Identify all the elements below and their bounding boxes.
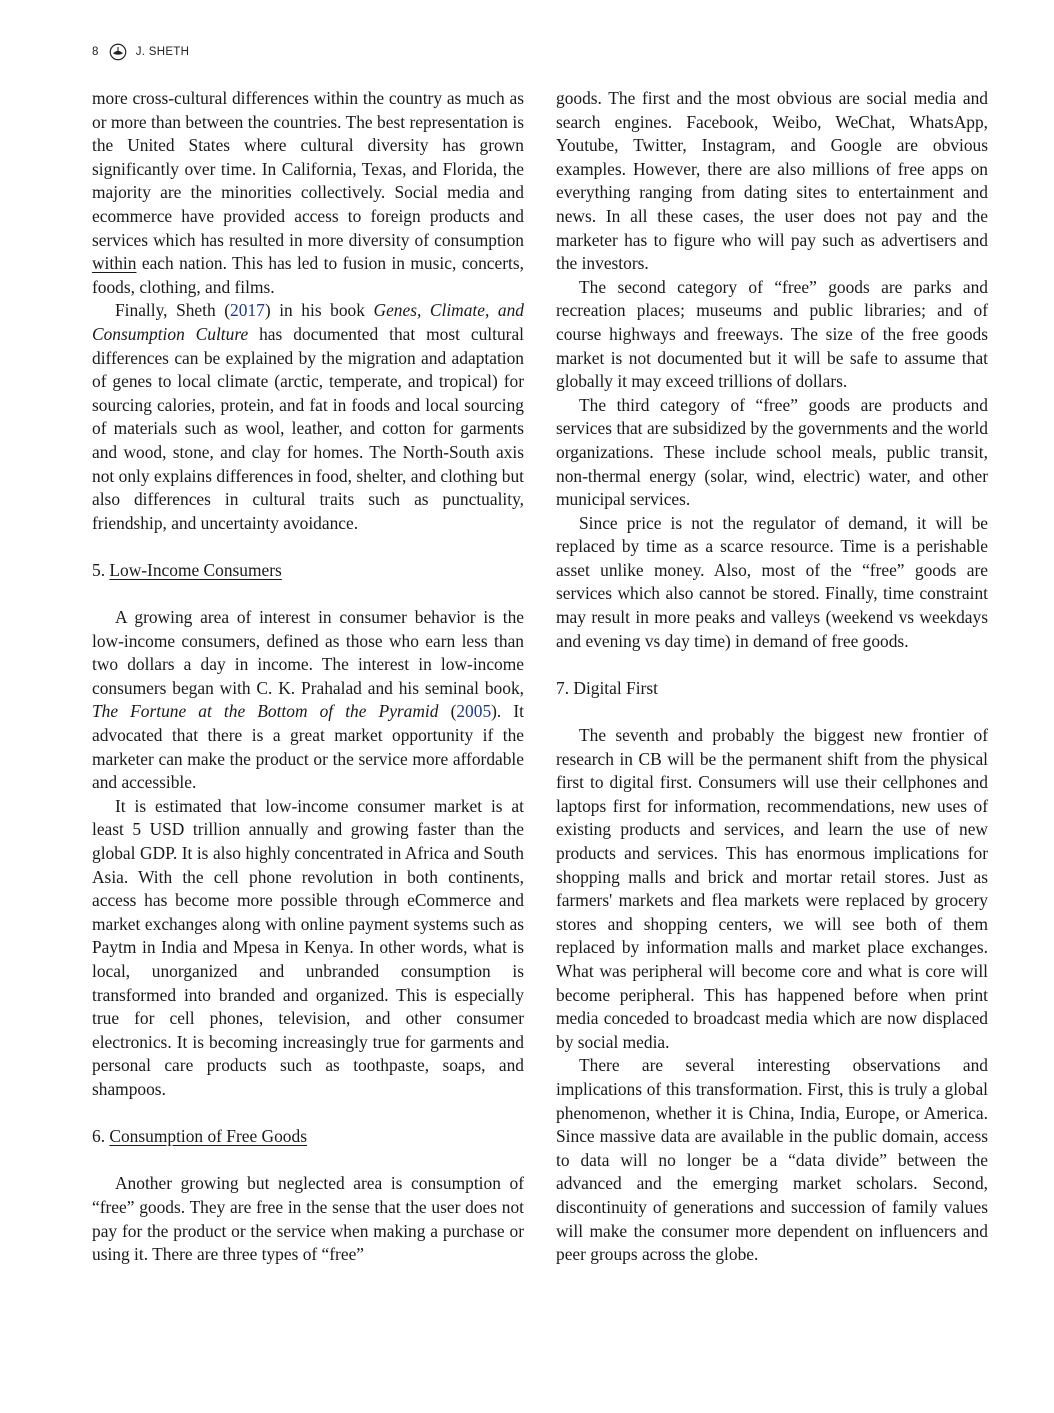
paragraph: more cross-cultural differences within the country as much as or more than between the countries. The best representation is the United States where cultural diversity has grown significantly over time. In California, Texas, and Florida, the majority are the minorities collectively. Social media and ecommerce have provided access to foreign products and services which has resulted in more diversity of consumption within each nation. This has led to fusion in music, concerts, foods, clothing, and films.: [92, 88, 524, 297]
section-heading-7: 7. Digital First: [556, 677, 658, 698]
paragraph: The second category of “free” goods are parks and recreation places; museums and public libraries; and of course highways and freeways. The size of the free goods market is not documented but it will be safe to assume that globally it may exceed trillions of dollars.: [556, 276, 988, 392]
paragraph: There are several interesting observations and implications of this transformation. First, this is truly a global phenomenon, whether it is China, India, Europe, or America. Since massive data are available in the public domain, access to data will no longer be a “data divide” between the advanced and the emerging market scholars. Second, discontinuity of generations and succession of family values will make the consumer more dependent on influencers and peer groups across the globe.: [556, 1055, 988, 1265]
page-number: 8: [92, 46, 99, 58]
paragraph: Finally, Sheth (2017) in his book Genes, Climate, and Consumption Culture has documented that most cultural differences can be explained by the migration and adaptation of genes to local climate (arctic, temperate, and tropical) for sourcing calories, protein, and fat in foods and local sourcing of materials such as wool, leather, and cotton for garments and wood, stone, and clay for homes. The North-South axis not only explains differences in food, shelter, and clothing but also differences in cultural traits such as punctuality, friendship, and uncertainty avoidance.: [92, 300, 524, 533]
left-column: [92, 87, 524, 1267]
paragraph: A growing area of interest in consumer behavior is the low-income consumers, defined as those who earn less than two dollars a day in income. The interest in low-income consumers began with C. K. Prahalad and his seminal book, The Fortune at the Bottom of the Pyramid (2005). It advocated that there is a great market opportunity if the marketer can make the product or the service more affordable and accessible.: [92, 607, 524, 793]
paragraph: It is estimated that low-income consumer market is at least 5 USD trillion annually and growing faster than the global GDP. It is also highly concentrated in Africa and South Asia. With the cell phone revolution in both continents, access has become more possible through eCommerce and market exchanges along with online payment systems such as Paytm in India and Mpesa in Kenya. In other words, what is local, unorganized and unbranded consumption is transformed into branded and organized. This is especially true for cell phones, television, and other consumer electronics. It is becoming increasingly true for garments and personal care products such as toothpaste, soaps, and shampoos.: [92, 795, 524, 1099]
author-name: J. SHETH: [135, 46, 190, 58]
paragraph: The seventh and probably the biggest new frontier of research in CB will be the permanent shift from the physical first to digital first. Consumers will use their cellphones and laptops first for information, recommendations, new uses of existing products and services, and learn the use of new products and services. This has enormous implications for shopping malls and brick and mortar retail stores. Just as farmers' markets and flea markets were replaced by grocery stores and shopping centers, we will see both of them replaced by information malls and market place exchanges. What was peripheral will become core and what is core will become peripheral. This has happened before when print media conceded to broadcast media which are now displaced by social media.: [556, 725, 988, 1052]
paragraph: Since price is not the regulator of demand, it will be replaced by time as a scarce resource. Time is a perishable asset unlike money. Also, most of the “free” goods are services which also cannot be stored. Finally, time constraint may result in more peaks and valleys (weekend vs weekdays and evening vs day time) in demand of free goods.: [556, 512, 988, 651]
section-heading-6: 6. Consumption of Free Goods: [92, 1126, 307, 1147]
paragraph: The third category of “free” goods are products and services that are subsidized by the governments and the world organizations. These include school meals, public transit, non-thermal energy (solar, wind, electric) water, and other municipal services.: [556, 394, 988, 510]
citation-link-2005[interactable]: 2005: [456, 701, 492, 722]
running-header: [92, 42, 189, 62]
emphasis-within: within: [92, 253, 137, 274]
paragraph: Another growing but neglected area is consumption of “free” goods. They are free in the sense that the user does not pay for the product or the service when making a purchase or using it. There are three types of “free”: [92, 1173, 524, 1265]
book-title: The Fortune at the Bottom of the Pyramid: [92, 701, 439, 722]
section-heading-5: 5. Low-Income Consumers: [92, 559, 282, 580]
citation-link-2017[interactable]: 2017: [230, 300, 265, 321]
journal-logo-icon: [109, 43, 127, 61]
book-title: Genes, Climate, and Consumption Culture: [92, 300, 524, 344]
paragraph: goods. The first and the most obvious are social media and search engines. Facebook, Weibo, WeChat, WhatsApp, Youtube, Twitter, Instagram, and Google are obvious examples. However, there are also millions of free apps on everything ranging from dating sites to entertainment and news. In all these cases, the user does not pay and the marketer has to figure who will pay such as advertisers and the investors.: [556, 88, 988, 274]
right-column: [556, 87, 988, 1267]
